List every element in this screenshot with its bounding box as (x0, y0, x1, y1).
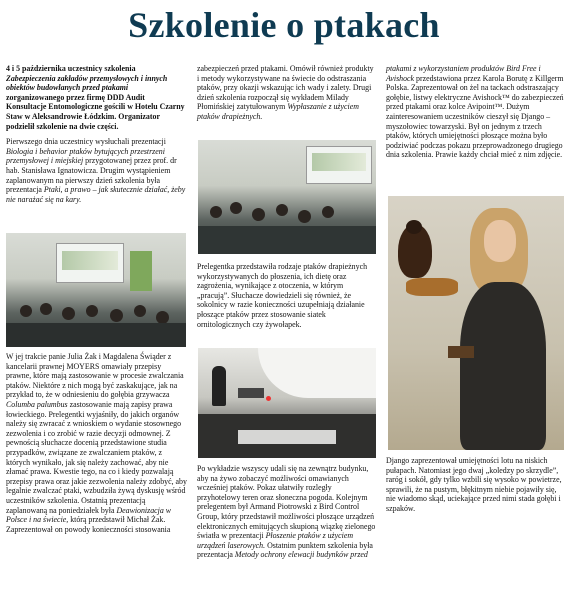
presentation-title: ptakami z wykorzystaniem produktów Bird Free i Avishock (386, 64, 541, 83)
table (238, 430, 336, 444)
species-name: Columba palumbus (6, 399, 68, 409)
column-2-lower (197, 464, 377, 566)
column-2 (197, 64, 377, 128)
speaker (212, 366, 226, 406)
falconry-glove (406, 278, 458, 296)
text: W jej trakcie panie Julia Żak i Magdalena Świąder z kancelarii prawnej MOYERS omawiały przepisy prawne, które mają zastosowanie w procesie zwalczania ptaków. Niektóre z nich mogą być zaskakujące, jak na przykład to, że w odniesieniu do gołębia grzywacza (6, 352, 184, 400)
column-1-lower (6, 352, 187, 540)
paragraph (6, 352, 187, 534)
column-3 (386, 64, 564, 166)
text: którą przedstawił Michał Żak. Zaprezentował on powody konieczności stosowania (6, 515, 171, 534)
presentation-title: Biologia i behavior ptaków bytujących przestrzeni przemysłowej i miejskiej (6, 146, 165, 166)
text: zastosowanie mają zapisy prawa łowieckiego. Prelegentki wyjaśniły, do jakich organów należy się zwracać z wnioskiem o wydanie stosownego zezwolenia i co zrobić w razie decyzji odmownej. Z pewnością słuchacze docenią przedstawione studia przypadków, związane ze zwalczaniem ptaków, z których wynikało, jak się należy zachować, aby nie złamać prawa. Kwestie tego, na co i kiedy pozwalają przepisy prawa oraz jakie zezwolenia należy zdobyć, aby legalnie zwalczać ptaki, wzbudziła żywą dyskusję wśród uczestników szkolenia. Ostatnią prezentacją zaplanowaną na poniedziałek była (6, 399, 187, 515)
banner (130, 251, 152, 291)
lead-paragraph (6, 64, 187, 131)
photo-lecture-hall (6, 233, 186, 347)
paragraph (6, 137, 187, 204)
face (484, 220, 516, 262)
presentation-title: Metody ochrony elewacji budynków przed (234, 550, 368, 560)
wall (258, 348, 376, 398)
text: zabezpieczeń przed ptakami. Omówił również produkty i metody wykorzystywane na świecie do odstraszania ptaków, przy okazji wskazując ich wady i zalety. Drugi dzień szkolenia rozpoczął się wykładem Milady Płomińskiej zatytułowanym (197, 64, 374, 112)
photo-presentation (198, 348, 376, 458)
text: Po wykładzie wszyscy udali się na zewnątrz budynku, aby na żywo zobaczyć możliwości omawianych wcześniej ptaków. Pokaz ułatwiły rozległy przyhotelowy teren oraz słoneczna pogoda. Kolejnym prelegentem był Armand Piotrowski z Bird Control Group, który przedstawił możliwości płoszące urządzeń elektronicznych emitujących skupioną wiązkę zielonego światła w prezentacji (197, 464, 376, 541)
presentation-title: Wypłaszanie z użyciem ptaków drapieżnych. (197, 102, 359, 121)
column-1 (6, 64, 187, 210)
text: przedstawiona przez Karola Borutę z Killgerm Polska. Zaprezentował on żel na tackach odstraszający gołębie, listwy elektryczne Avishock™ do zabezpieczeń przed ptakami oraz kolce Avipoint™. Dużym zainteresowaniem uczestników cieszył się Django – myszołowiec towarzyski. Był on jednym z trzech ptaków, których umiejętności płoszące można było podziwiać podczas pokazu przeprowadzonego drugiego dnia szkolenia. Prawie każdy chciał mieć z nim zdjęcie. (386, 73, 564, 160)
text: przygotowanej przez prof. dr hab. Stanisława Ignatowicza. Drugim wystąpieniem zaplanowanym na pierwszy dzień szkolenia była prezentacja (6, 156, 177, 195)
text: Ostatnim punktem szkolenia była prezentacja (197, 540, 373, 560)
column-3-lower (386, 456, 564, 520)
column-2-mid (197, 262, 377, 335)
presentation-title: Płoszenie ptaków z użyciem urządzeń laserowych. (197, 531, 354, 550)
projector-screen (56, 243, 124, 283)
presentation-title: Deawionizacja w Polsce i na świecie, (6, 505, 172, 525)
paragraph (386, 64, 564, 160)
paragraph (197, 464, 377, 560)
paragraph: Django zaprezentował umiejętności lotu na niskich pułapach. Natomiast jego dwaj „koledzy po skrzydle”, raróg i sokół, gdy tylko wzbili się wysoko w powietrze, sprawili, że na pustym, błękitnym niebie pojawiły się, nie wiadomo skąd, uciekające przed nimi stada gołębi i szpaków. (386, 456, 562, 513)
photo-falconer-with-hawk (388, 196, 564, 450)
paragraph: Prelegentka przedstawiła rodzaje ptaków drapieżnych wykorzystywanych do płoszenia, ich dietę oraz zagrożenia, wynikające z otoczenia, w którym „pracują”. Słuchacze dowiedzieli się również, że sokolnicy w razie konieczności uzupełniają działanie płoszące ptaków przez stosowanie siatek ornitologicznych czy żywołapek. (197, 262, 368, 329)
lead-text: 4 i 5 października uczestnicy szkolenia (6, 64, 136, 73)
paragraph (197, 64, 377, 122)
article-title: Szkolenie o ptakach (128, 5, 440, 45)
training-name: Zabezpieczenia zakładów przemysłowych i innych obiektów budowlanych przed ptakami (6, 73, 168, 93)
photo-audience (198, 140, 376, 254)
bag (448, 346, 474, 358)
projector-screen (306, 146, 372, 184)
presentation-title: Ptaki, a prawo – jak skutecznie działać, żeby nie narażać się na kary. (6, 185, 186, 204)
text: Pierwszego dnia uczestnicy wysłuchali prezentacji (6, 137, 166, 147)
laptop (238, 388, 264, 398)
lead-text-cont: zorganizowanego przez firmę DDD Audit Konsultacje Entomologiczne gościli w Hotelu Czarny Staw w Aleksandrowie Łódzkim. Organizator podzielił szkolenie na dwie części. (6, 92, 185, 131)
laser-dot (266, 396, 271, 401)
